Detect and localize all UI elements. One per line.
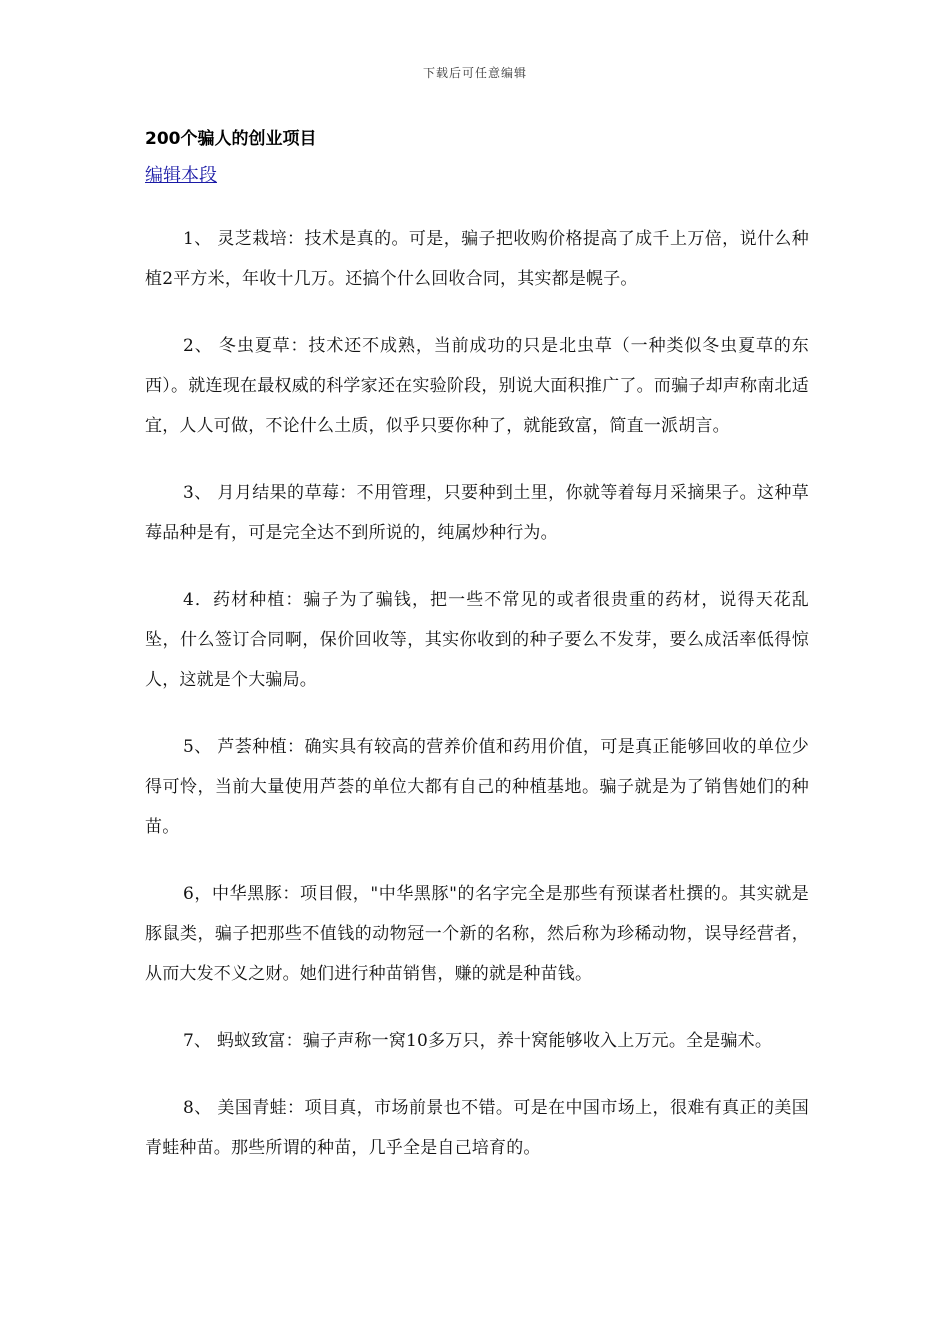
- document-title: 200个骗人的创业项目: [145, 129, 317, 149]
- paragraph-item-7: 7、 蚂蚁致富：骗子声称一窝10多万只，养十窝能够收入上万元。全是骗术。: [183, 1031, 773, 1051]
- paragraph-item-3: 3、 月月结果的草莓：不用管理，只要种到土里，你就等着每月采摘果子。这种草莓品种是有，可是完全达不到所说的，纯属炒种行为。: [145, 483, 809, 543]
- paragraph-item-8: 8、 美国青蛙：项目真，市场前景也不错。可是在中国市场上，很难有真正的美国青蛙种苗。那些所谓的种苗，几乎全是自己培育的。: [145, 1098, 809, 1158]
- paragraph-item-6: 6，中华黑豚：项目假，"中华黑豚"的名字完全是那些有预谋者杜撰的。其实就是豚鼠类，骗子把那些不值钱的动物冠一个新的名称，然后称为珍稀动物，误导经营者，从而大发不义之财。她们进行种苗销售，赚的就是种苗钱。: [145, 884, 809, 984]
- header-note: 下载后可任意编辑: [422, 66, 527, 80]
- document-body: [145, 219, 809, 1195]
- paragraph-item-5: 5、 芦荟种植：确实具有较高的营养价值和药用价值，可是真正能够回收的单位少得可怜，当前大量使用芦荟的单位大都有自己的种植基地。骗子就是为了销售她们的种苗。: [145, 737, 809, 837]
- paragraph-item-4: 4．药材种植：骗子为了骗钱，把一些不常见的或者很贵重的药材，说得天花乱坠，什么签订合同啊，保价回收等，其实你收到的种子要么不发芽，要么成活率低得惊人，这就是个大骗局。: [145, 590, 809, 690]
- edit-section-link[interactable]: 编辑本段: [145, 165, 217, 186]
- paragraph-item-1: 1、 灵芝栽培：技术是真的。可是，骗子把收购价格提高了成千上万倍，说什么种植2平方米，年收十几万。还搞个什么回收合同，其实都是幌子。: [145, 229, 809, 289]
- paragraph-item-2: 2、 冬虫夏草：技术还不成熟，当前成功的只是北虫草（一种类似冬虫夏草的东西）。就连现在最权威的科学家还在实验阶段，别说大面积推广了。而骗子却声称南北适宜，人人可做，不论什么土质，似乎只要你种了，就能致富，简直一派胡言。: [145, 336, 809, 436]
